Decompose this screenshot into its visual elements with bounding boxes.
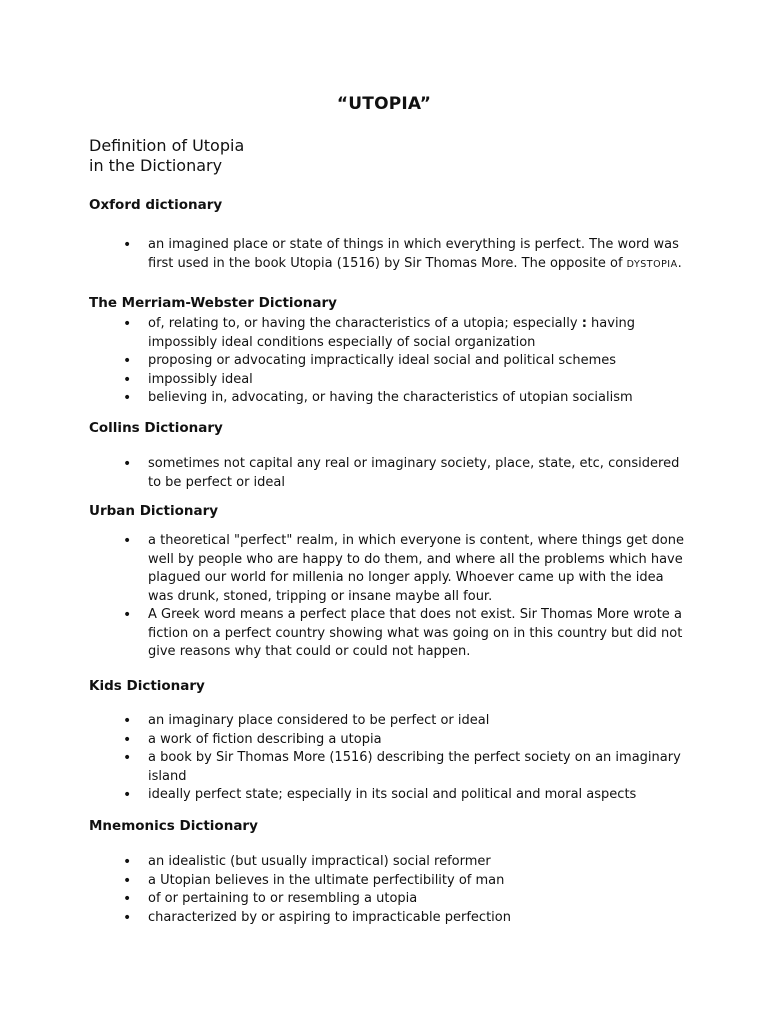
merriam-webster-heading: The Merriam-Webster Dictionary <box>89 295 337 311</box>
collins-list <box>118 455 688 492</box>
merriam-item-text-b: having impossibly ideal conditions especially of social organization <box>148 316 636 350</box>
list-item: • characterized by or aspiring to impracticable perfection <box>118 909 688 928</box>
list-item: • of or pertaining to or resembling a utopia <box>118 890 688 909</box>
kids-list <box>118 712 688 805</box>
list-item: • a book by Sir Thomas More (1516) describing the perfect society on an imaginary island <box>118 749 688 786</box>
list-item: • sometimes not capital any real or imaginary society, place, state, etc, considered to be perfect or ideal <box>118 455 688 492</box>
definition-heading-line1: Definition of Utopia <box>89 136 245 155</box>
list-item: • a work of fiction describing a utopia <box>118 731 688 750</box>
merriam-webster-list <box>118 315 688 408</box>
mnemonics-heading: Mnemonics Dictionary <box>89 818 258 834</box>
list-item: • ideally perfect state; especially in its social and political and moral aspects <box>118 786 688 805</box>
urban-heading: Urban Dictionary <box>89 503 219 519</box>
oxford-item-text: an imagined place or state of things in which everything is perfect. The word was first used in the book Utopia (1516) by Sir Thomas More. The opposite of <box>148 237 679 271</box>
mnemonics-list <box>118 853 688 927</box>
list-item: • A Greek word means a perfect place that does not exist. Sir Thomas More wrote a fiction on a perfect country showing what was going on in this country but did not give reasons why that could or could not happen. <box>118 606 688 662</box>
list-item: • a theoretical "perfect" realm, in which everyone is content, where things get done well by people who are happy to do them, and where all the problems which have plagued our world for millenia no longer apply. Whoever came up with the idea was drunk, stoned, tripping or insane maybe all four. <box>118 532 688 606</box>
list-item <box>118 315 688 352</box>
list-item: • believing in, advocating, or having the characteristics of utopian socialism <box>118 389 688 408</box>
urban-list <box>118 532 688 662</box>
definition-heading-line2: in the Dictionary <box>89 156 223 175</box>
oxford-list <box>118 236 688 274</box>
collins-heading: Collins Dictionary <box>89 420 223 436</box>
list-item <box>118 236 688 274</box>
list-item: • a Utopian believes in the ultimate perfectibility of man <box>118 872 688 891</box>
list-item: • proposing or advocating impractically ideal social and political schemes <box>118 352 688 371</box>
dystopia-smallcaps: DYSTOPIA <box>626 258 678 270</box>
list-item: • an imaginary place considered to be perfect or ideal <box>118 712 688 731</box>
kids-heading: Kids Dictionary <box>89 678 205 694</box>
definition-heading <box>89 136 244 176</box>
document-title: “UTOPIA” <box>336 94 432 114</box>
list-item: • impossibly ideal <box>118 371 688 390</box>
oxford-heading: Oxford dictionary <box>89 197 223 213</box>
merriam-item-colon: : <box>581 316 587 331</box>
list-item: • an idealistic (but usually impractical) social reformer <box>118 853 688 872</box>
oxford-item-end: . <box>677 255 682 271</box>
merriam-item-text-a: of, relating to, or having the characteristics of a utopia; especially <box>148 316 582 331</box>
